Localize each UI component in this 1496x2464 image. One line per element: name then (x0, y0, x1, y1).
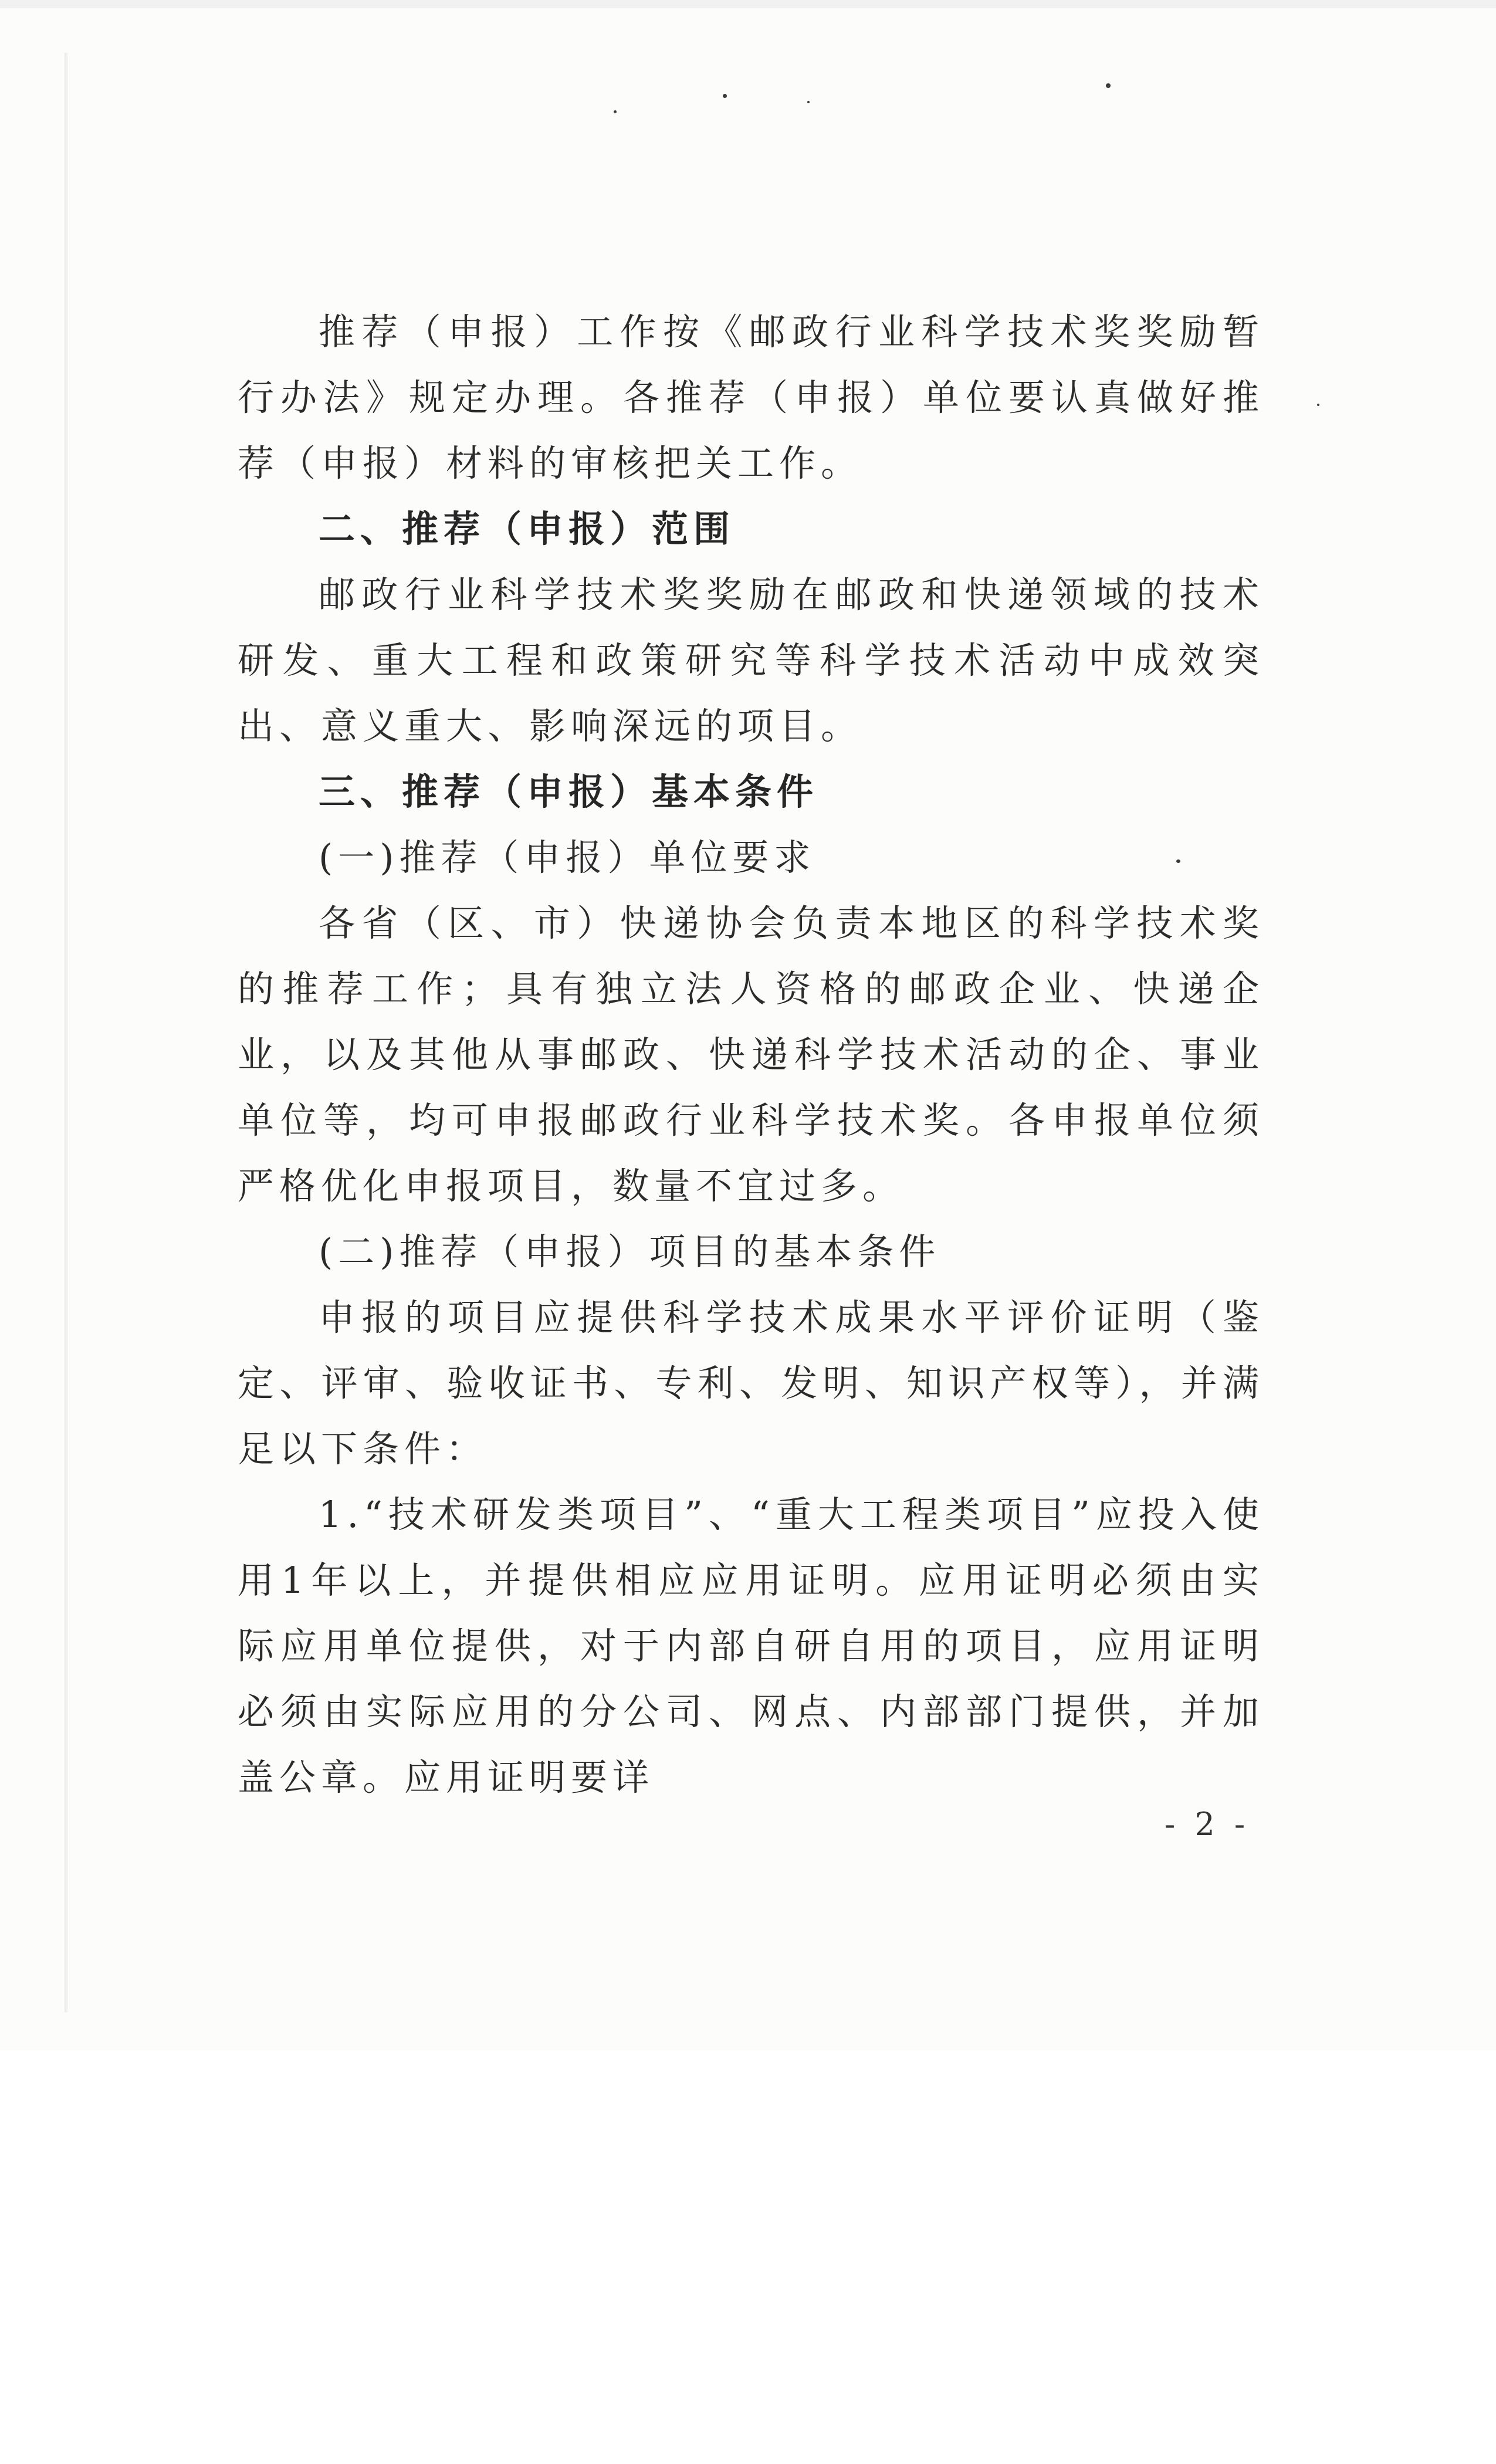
paragraph-scope: 邮政行业科学技术奖奖励在邮政和快递领域的技术研发、重大工程和政策研究等科学技术活动中成效突出、意义重大、影响深远的项目。 (238, 573, 1264, 747)
paragraph-recommendation-rules: 推荐（申报）工作按《邮政行业科学技术奖奖励暂行办法》规定办理。各推荐（申报）单位要认真做好推荐（申报）材料的审核把关工作。 (238, 310, 1264, 485)
section-heading-scope: 二、推荐（申报）范围 (319, 507, 736, 550)
scan-speck (723, 94, 727, 98)
scan-speck (614, 110, 617, 113)
subheading-unit-requirements: (一)推荐（申报）单位要求 (319, 836, 816, 879)
scan-left-edge (65, 53, 68, 2012)
section-heading-basic-conditions: 三、推荐（申报）基本条件 (319, 770, 819, 813)
paragraph-unit-requirements: 各省（区、市）快递协会负责本地区的科学技术奖的推荐工作；具有独立法人资格的邮政企业、快递企业，以及其他从事邮政、快递科学技术活动的企、事业单位等，均可申报邮政行业科学技术奖。各申报单位须严格优化申报项目，数量不宜过多。 (238, 902, 1264, 1207)
scan-speck (1106, 83, 1111, 88)
scan-speck (1317, 404, 1319, 406)
blank-area (0, 2050, 1496, 2464)
paragraph-condition-1: 1.“技术研发类项目”、“重大工程类项目”应投入使用1年以上，并提供相应应用证明。应用证明必须由实际应用单位提供，对于内部自研自用的项目，应用证明必须由实际应用的分公司、网点、内部部门提供，并加盖公章。应用证明要详 (238, 1493, 1264, 1799)
scan-top-shadow (0, 0, 1496, 8)
subheading-project-conditions: (二)推荐（申报）项目的基本条件 (319, 1230, 941, 1273)
document-body (238, 299, 1264, 1810)
page-number: - 2 - (1165, 1806, 1250, 1843)
scan-speck (807, 101, 810, 103)
paragraph-project-evidence: 申报的项目应提供科学技术成果水平评价证明（鉴定、评审、验收证书、专利、发明、知识产权等），并满足以下条件： (238, 1296, 1264, 1470)
